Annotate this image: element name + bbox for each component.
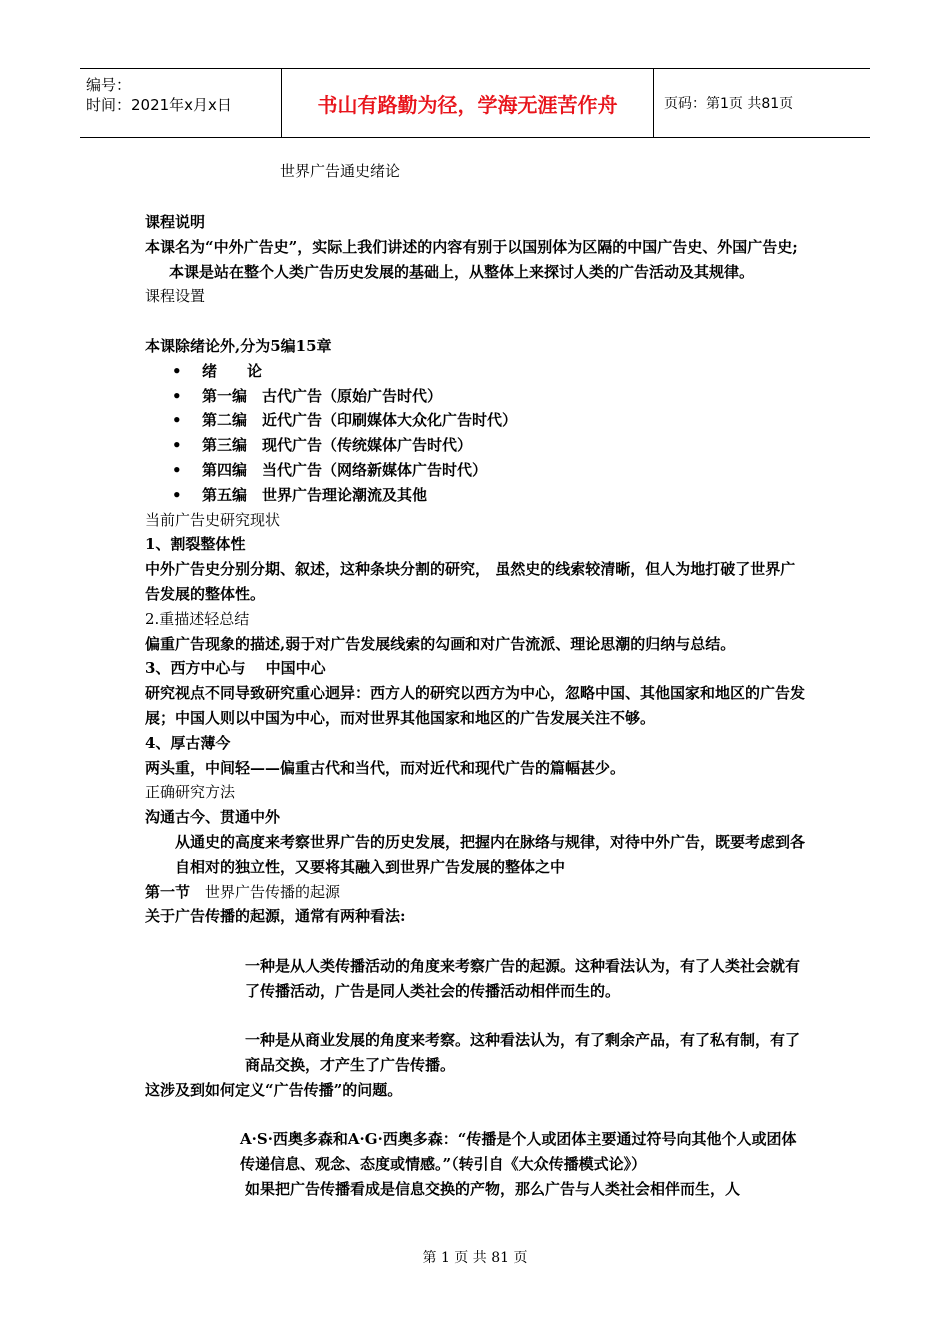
bullet-icon: • xyxy=(172,386,182,405)
chapter-list xyxy=(145,359,810,508)
status-item-body: 研究视点不同导致研究重心迥异：西方人的研究以西方为中心，忽略中国、其他国家和地区的广告发展；中国人则以中国为中心，而对世界其他国家和地区的广告发展关注不够。 xyxy=(145,684,806,727)
status-item-body: 两头重，中间轻——偏重古代和当代，而对近代和现代广告的篇幅甚少。 xyxy=(145,758,626,777)
document-title: 世界广告通史绪论 xyxy=(280,162,401,180)
section1-view2: 一种是从商业发展的角度来考察。这种看法认为，有了剩余产品，有了私有制，有了商品交换，才产生了广告传播。 xyxy=(245,1031,801,1075)
status-heading: 当前广告史研究现状 xyxy=(145,510,281,529)
header-number-label: 编号： xyxy=(86,76,132,94)
chapter-item: • 第四编 当代广告（网络新媒体广告时代） xyxy=(145,458,810,483)
method-subheading: 沟通古今、贯通中外 xyxy=(145,808,281,827)
course-setup-intro: 本课除绪论外,分为5编15章 xyxy=(145,336,332,355)
method-heading: 正确研究方法 xyxy=(145,783,236,802)
bullet-icon: • xyxy=(172,485,182,504)
status-item-title: 2.重描述轻总结 xyxy=(145,609,250,628)
bullet-icon: • xyxy=(172,361,182,380)
course-desc-para1: 本课名为“中外广告史”，实际上我们讲述的内容有别于以国别体为区隔的中国广告史、外国广告史; xyxy=(145,237,798,256)
chapter-item: • 第三编 现代广告（传统媒体广告时代） xyxy=(145,433,810,458)
bullet-icon: • xyxy=(172,411,182,430)
method-body: 从通史的高度来考察世界广告的历史发展，把握内在脉络与规律，对待中外广告，既要考虑到各自相对的独立性，又要将其融入到世界广告发展的整体之中 xyxy=(175,832,806,876)
chapter-item: • 第一编 古代广告（原始广告时代） xyxy=(145,384,810,409)
course-setup-heading: 课程设置 xyxy=(145,287,206,306)
status-item-title: 4、厚古薄今 xyxy=(145,733,231,752)
document-body xyxy=(145,210,810,1202)
header-motto: 书山有路勤为径，学海无涯苦作舟 xyxy=(282,69,654,137)
course-desc-para2: 本课是站在整个人类广告历史发展的基础上，从整体上来探讨人类的广告活动及其规律。 xyxy=(169,262,755,281)
bullet-icon: • xyxy=(172,436,182,455)
page-footer: 第 1 页 共 81 页 xyxy=(422,1250,528,1266)
chapter-item: • 绪 论 xyxy=(145,359,810,384)
status-item-body: 偏重广告现象的描述,弱于对广告发展线索的勾画和对广告流派、理论思潮的归纳与总结。 xyxy=(145,634,736,653)
header-meta xyxy=(80,69,282,137)
status-item-body: 中外广告史分别分期、叙述，这种条块分割的研究， 虽然史的线索较清晰，但人为地打破了世界广告发展的整体性。 xyxy=(145,560,796,603)
section1-question: 这涉及到如何定义“广告传播”的问题。 xyxy=(145,1080,403,1099)
section1-view1: 一种是从人类传播活动的角度来考察广告的起源。这种看法认为，有了人类社会就有了传播活动，广告是同人类社会的传播活动相伴而生的。 xyxy=(245,956,801,1000)
status-item-title: 3、西方中心与 中国中心 xyxy=(145,659,326,678)
page-header xyxy=(80,68,870,138)
header-page-label: 页码：第1页 共81页 xyxy=(664,96,794,112)
course-desc-heading: 课程说明 xyxy=(145,213,206,231)
section1-last: 如果把广告传播看成是信息交换的产物，那么广告与人类社会相伴而生，人 xyxy=(245,1180,741,1199)
bullet-icon: • xyxy=(172,460,182,479)
chapter-item: • 第二编 近代广告（印刷媒体大众化广告时代） xyxy=(145,408,810,433)
section1-title: 第一节 世界广告传播的起源 xyxy=(145,882,341,901)
header-time-label: 时间：2021年x月x日 xyxy=(86,96,232,114)
status-item-title: 1、割裂整体性 xyxy=(145,535,246,554)
chapter-item: • 第五编 世界广告理论潮流及其他 xyxy=(145,483,810,508)
section1-intro: 关于广告传播的起源，通常有两种看法: xyxy=(145,907,406,926)
section1-quote: A·S·西奥多森和A·G·西奥多森：“传播是个人或团体主要通过符号向其他个人或团体传递信息、观念、态度或情感。”（转引自《大众传播模式论》） xyxy=(240,1130,797,1174)
